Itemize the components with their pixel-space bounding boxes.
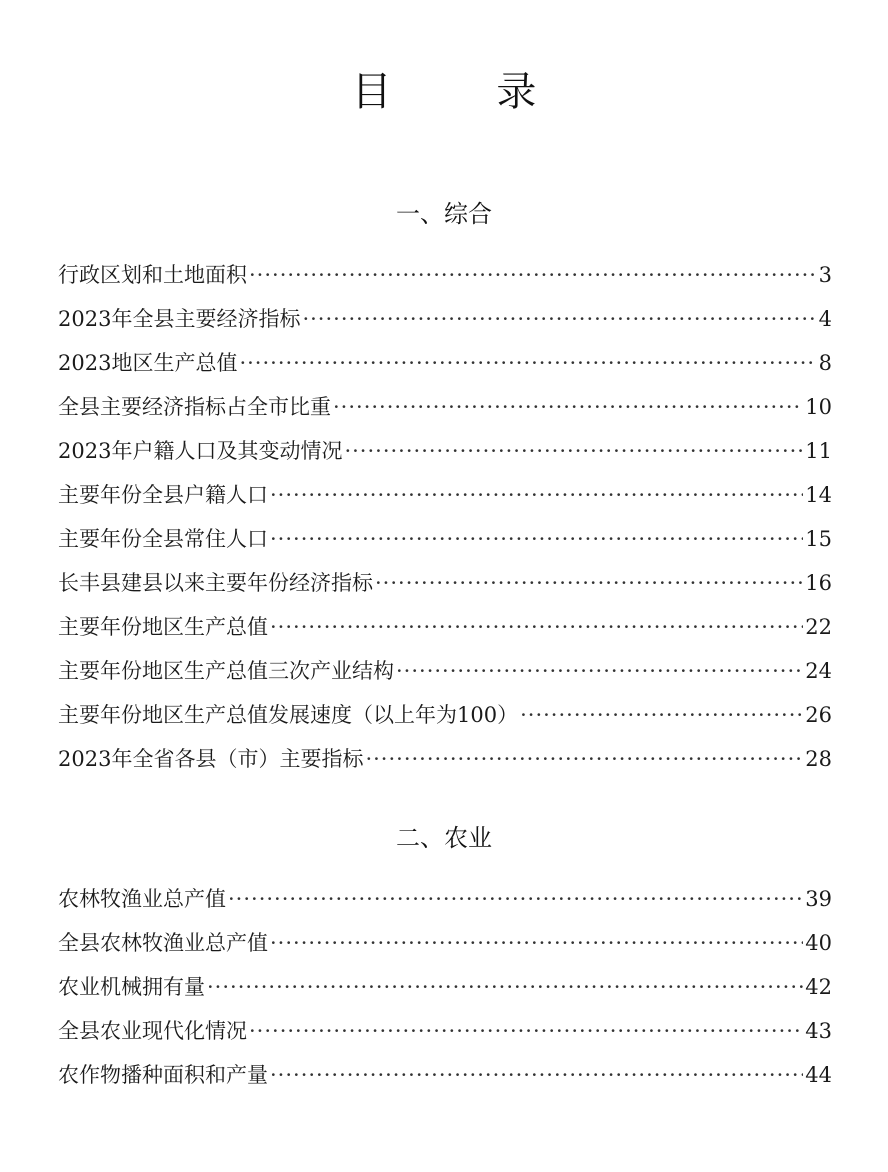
dot-leader	[396, 649, 803, 693]
toc-page-number: 11	[805, 439, 832, 463]
dot-leader	[207, 965, 803, 1009]
toc-page-number: 16	[805, 571, 832, 595]
toc-page-number: 22	[805, 615, 832, 639]
toc-entry-title: 主要年份地区生产总值	[58, 615, 268, 639]
toc-entry-title: 2023地区生产总值	[58, 351, 238, 375]
dot-leader	[270, 1053, 803, 1097]
toc-entry[interactable]	[58, 341, 832, 385]
toc-page-number: 15	[805, 527, 832, 551]
toc-page-number: 28	[805, 747, 832, 771]
toc-entry[interactable]	[58, 517, 832, 561]
toc-page-number: 39	[805, 887, 832, 911]
toc-entry[interactable]	[58, 473, 832, 517]
section-heading-agriculture: 二、农业	[396, 824, 492, 852]
toc-entry-title: 主要年份地区生产总值三次产业结构	[58, 659, 394, 683]
toc-entry[interactable]	[58, 1009, 832, 1053]
dot-leader	[270, 473, 803, 517]
toc-page-number: 26	[805, 703, 832, 727]
toc-entry[interactable]	[58, 253, 832, 297]
toc-page-number: 24	[805, 659, 832, 683]
toc-entry[interactable]	[58, 649, 832, 693]
toc-entry-title: 农林牧渔业总产值	[58, 887, 226, 911]
toc-entry-title: 主要年份地区生产总值发展速度（以上年为100）	[58, 703, 519, 727]
section-heading-general: 一、综合	[396, 200, 492, 228]
toc-page-number: 3	[818, 263, 832, 287]
dot-leader	[270, 921, 803, 965]
dot-leader	[375, 561, 803, 605]
toc-entry[interactable]	[58, 605, 832, 649]
toc-list-general	[58, 253, 832, 781]
toc-entry[interactable]	[58, 1053, 832, 1097]
toc-entry[interactable]	[58, 561, 832, 605]
dot-leader	[270, 605, 803, 649]
toc-page-number: 14	[805, 483, 832, 507]
toc-entry-title: 全县主要经济指标占全市比重	[58, 395, 331, 419]
toc-entry[interactable]	[58, 297, 832, 341]
toc-entry[interactable]	[58, 965, 832, 1009]
toc-entry[interactable]	[58, 429, 832, 473]
dot-leader	[239, 341, 816, 385]
toc-entry[interactable]	[58, 737, 832, 781]
toc-entry[interactable]	[58, 385, 832, 429]
dot-leader	[249, 253, 817, 297]
toc-page-number: 40	[805, 931, 832, 955]
toc-entry-title: 2023年全县主要经济指标	[58, 307, 301, 331]
toc-entry-title: 2023年全省各县（市）主要指标	[58, 747, 364, 771]
toc-page-number: 43	[805, 1019, 832, 1043]
toc-entry[interactable]	[58, 877, 832, 921]
dot-leader	[520, 693, 803, 737]
toc-entry-title: 全县农业现代化情况	[58, 1019, 247, 1043]
toc-entry[interactable]	[58, 693, 832, 737]
toc-entry[interactable]	[58, 921, 832, 965]
toc-entry-title: 主要年份全县户籍人口	[58, 483, 268, 507]
toc-entry-title: 农作物播种面积和产量	[58, 1063, 268, 1087]
dot-leader	[333, 385, 803, 429]
dot-leader	[302, 297, 816, 341]
dot-leader	[344, 429, 803, 473]
dot-leader	[228, 877, 803, 921]
toc-entry-title: 2023年户籍人口及其变动情况	[58, 439, 343, 463]
toc-entry-title: 农业机械拥有量	[58, 975, 205, 999]
toc-entry-title: 长丰县建县以来主要年份经济指标	[58, 571, 373, 595]
page-title: 目 录	[351, 69, 583, 115]
toc-entry-title: 主要年份全县常住人口	[58, 527, 268, 551]
toc-page-number: 8	[818, 351, 832, 375]
toc-entry-title: 行政区划和土地面积	[58, 263, 247, 287]
toc-list-agriculture	[58, 877, 832, 1097]
toc-page-number: 4	[818, 307, 832, 331]
toc-page-number: 44	[805, 1063, 832, 1087]
toc-entry-title: 全县农林牧渔业总产值	[58, 931, 268, 955]
dot-leader	[365, 737, 803, 781]
toc-page-number: 42	[805, 975, 832, 999]
toc-page-number: 10	[805, 395, 832, 419]
dot-leader	[249, 1009, 803, 1053]
dot-leader	[270, 517, 803, 561]
